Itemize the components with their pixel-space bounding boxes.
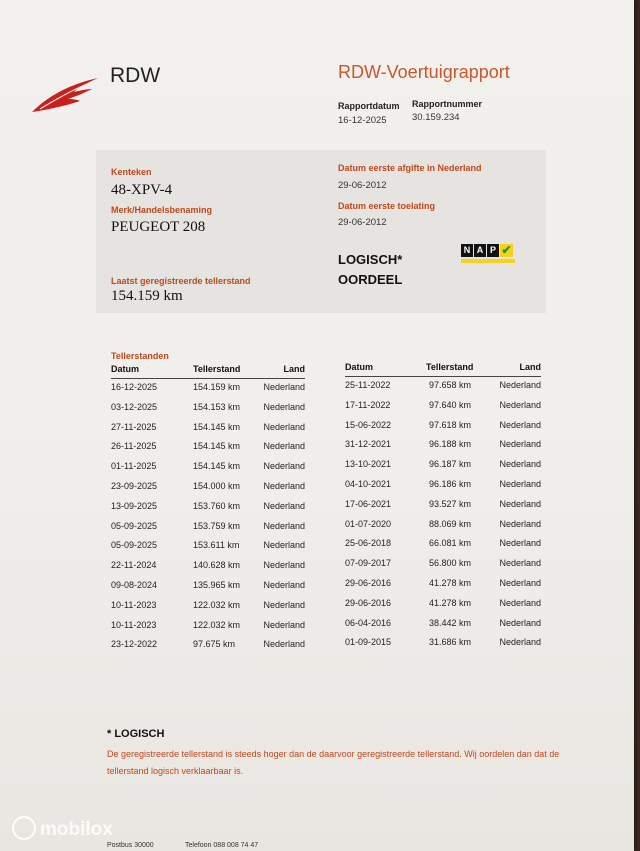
cell-tellerstand: 154.145 km bbox=[193, 421, 241, 432]
table-row bbox=[345, 595, 541, 615]
cell-datum: 09-08-2024 bbox=[111, 579, 158, 590]
cell-datum: 23-09-2025 bbox=[111, 480, 158, 491]
cell-datum: 05-09-2025 bbox=[111, 540, 158, 551]
cell-land: Nederland bbox=[263, 579, 305, 590]
nap-logo bbox=[461, 244, 515, 264]
cell-tellerstand: 154.145 km bbox=[193, 441, 241, 452]
rapportnummer-label: Rapportnummer bbox=[412, 99, 483, 109]
table-row bbox=[345, 535, 541, 555]
table-row bbox=[111, 419, 305, 439]
cell-tellerstand: 154.159 km bbox=[193, 382, 241, 392]
cell-tellerstand: 38.442 km bbox=[429, 617, 472, 628]
cell-land: Nederland bbox=[263, 619, 305, 630]
teller-label: Laatst geregistreerde tellerstand bbox=[111, 276, 251, 286]
cell-tellerstand: 154.145 km bbox=[193, 461, 241, 472]
table-row bbox=[111, 617, 305, 637]
merk-label: Merk/Handelsbenaming bbox=[111, 205, 213, 215]
cell-tellerstand: 97.640 km bbox=[429, 399, 472, 410]
check-icon: ✔ bbox=[501, 243, 512, 257]
tellerstanden-table-left bbox=[111, 364, 305, 656]
table-row bbox=[345, 615, 541, 635]
table-row bbox=[111, 537, 305, 557]
cell-land: Nederland bbox=[263, 401, 305, 412]
cell-land: Nederland bbox=[499, 478, 541, 489]
cell-tellerstand: 93.527 km bbox=[429, 498, 472, 509]
cell-datum: 15-06-2022 bbox=[345, 419, 392, 430]
nap-letter-a: A bbox=[474, 244, 486, 257]
cell-land: Nederland bbox=[263, 480, 305, 491]
cell-land: Nederland bbox=[499, 538, 541, 549]
header-land: Land bbox=[283, 364, 305, 374]
cell-tellerstand: 56.800 km bbox=[429, 558, 472, 569]
table-row bbox=[111, 399, 305, 419]
cell-land: Nederland bbox=[499, 439, 541, 450]
table-row bbox=[345, 476, 541, 496]
header-datum: Datum bbox=[345, 362, 374, 372]
cell-datum: 04-10-2021 bbox=[345, 478, 392, 489]
cell-datum: 01-11-2025 bbox=[111, 461, 157, 472]
cell-datum: 05-09-2025 bbox=[111, 520, 158, 531]
table-row bbox=[345, 575, 541, 595]
oordeel bbox=[338, 250, 402, 290]
cell-tellerstand: 122.032 km bbox=[193, 619, 241, 630]
cell-land: Nederland bbox=[499, 597, 541, 608]
cell-tellerstand: 96.188 km bbox=[429, 439, 472, 450]
cell-datum: 10-11-2023 bbox=[111, 599, 157, 610]
cell-datum: 13-10-2021 bbox=[345, 459, 392, 470]
cell-tellerstand: 154.000 km bbox=[193, 480, 241, 491]
merk-value: PEUGEOT 208 bbox=[111, 219, 206, 235]
toelating-label: Datum eerste toelating bbox=[338, 201, 436, 211]
cell-tellerstand: 135.965 km bbox=[193, 579, 241, 590]
tellerstanden-title: Tellerstanden bbox=[111, 351, 169, 361]
cell-land: Nederland bbox=[263, 500, 305, 511]
rapportnummer-value: 30.159.234 bbox=[412, 112, 460, 123]
telefoon: Telefoon 088 008 74 47 bbox=[185, 842, 259, 849]
table-row bbox=[111, 577, 305, 597]
cell-land: Nederland bbox=[499, 459, 541, 470]
table-row bbox=[111, 498, 305, 518]
cell-tellerstand: 96.186 km bbox=[429, 478, 472, 489]
cell-datum: 07-09-2017 bbox=[345, 558, 392, 569]
cell-land: Nederland bbox=[499, 637, 541, 648]
cell-datum: 10-11-2023 bbox=[111, 619, 157, 630]
cell-datum: 29-06-2016 bbox=[345, 577, 392, 588]
cell-land: Nederland bbox=[263, 382, 305, 392]
cell-tellerstand: 96.187 km bbox=[429, 459, 472, 470]
cell-tellerstand: 41.278 km bbox=[429, 597, 472, 608]
org-name: RDW bbox=[110, 64, 161, 87]
header-land: Land bbox=[519, 362, 541, 372]
postbus: Postbus 30000 bbox=[107, 842, 154, 849]
cell-land: Nederland bbox=[499, 380, 541, 390]
cell-land: Nederland bbox=[263, 639, 305, 650]
cell-land: Nederland bbox=[263, 599, 305, 610]
cell-tellerstand: 140.628 km bbox=[193, 560, 241, 571]
oordeel-line2: OORDEEL bbox=[338, 272, 403, 287]
cell-tellerstand: 66.081 km bbox=[429, 538, 472, 549]
cell-tellerstand: 153.611 km bbox=[193, 540, 240, 551]
mobilox-watermark bbox=[12, 818, 113, 842]
cell-datum: 23-12-2022 bbox=[111, 639, 158, 650]
cell-land: Nederland bbox=[263, 421, 305, 432]
table-row bbox=[345, 417, 541, 437]
cell-tellerstand: 122.032 km bbox=[193, 599, 241, 610]
oordeel-line1: LOGISCH* bbox=[338, 252, 403, 267]
table-row bbox=[111, 458, 305, 478]
cell-tellerstand: 97.618 km bbox=[429, 419, 472, 430]
report-title: RDW-Voertuigrapport bbox=[338, 62, 510, 82]
cell-datum: 25-11-2022 bbox=[345, 380, 391, 390]
table-row bbox=[111, 518, 305, 538]
table-row bbox=[111, 557, 305, 577]
rdw-wing-logo bbox=[30, 76, 100, 114]
cell-land: Nederland bbox=[499, 399, 541, 410]
watermark-text: mobilox bbox=[40, 819, 113, 841]
cell-land: Nederland bbox=[499, 419, 541, 430]
table-header bbox=[345, 362, 541, 377]
table-row bbox=[345, 496, 541, 516]
cell-land: Nederland bbox=[263, 540, 305, 551]
cell-datum: 27-11-2025 bbox=[111, 421, 157, 432]
cell-datum: 01-09-2015 bbox=[345, 637, 392, 648]
footnote-title: * LOGISCH bbox=[107, 728, 165, 740]
cell-land: Nederland bbox=[499, 558, 541, 569]
cell-tellerstand: 97.675 km bbox=[193, 639, 236, 650]
cell-datum: 29-06-2016 bbox=[345, 597, 392, 608]
kenteken-label: Kenteken bbox=[111, 167, 152, 177]
cell-tellerstand: 97.658 km bbox=[429, 380, 472, 390]
cell-datum: 22-11-2024 bbox=[111, 560, 157, 571]
toelating-value: 29-06-2012 bbox=[338, 217, 387, 228]
table-row bbox=[345, 516, 541, 536]
cell-datum: 03-12-2025 bbox=[111, 401, 158, 412]
table-row bbox=[345, 377, 541, 397]
cell-land: Nederland bbox=[263, 441, 305, 452]
teller-value: 154.159 km bbox=[111, 288, 183, 304]
table-row bbox=[111, 379, 305, 399]
header-tellerstand: Tellerstand bbox=[193, 364, 241, 374]
cell-land: Nederland bbox=[263, 461, 305, 472]
cell-datum: 06-04-2016 bbox=[345, 617, 392, 628]
cell-tellerstand: 154.153 km bbox=[193, 401, 241, 412]
table-row bbox=[345, 456, 541, 476]
cell-tellerstand: 41.278 km bbox=[429, 577, 472, 588]
cell-land: Nederland bbox=[499, 518, 541, 529]
tellerstanden-table-right bbox=[345, 362, 541, 654]
table-row bbox=[111, 438, 305, 458]
cell-datum: 16-12-2025 bbox=[111, 382, 158, 392]
cell-datum: 01-07-2020 bbox=[345, 518, 392, 529]
table-row bbox=[345, 555, 541, 575]
cell-datum: 26-11-2025 bbox=[111, 441, 157, 452]
nap-letter-n: N bbox=[461, 244, 473, 257]
cell-land: Nederland bbox=[263, 520, 305, 531]
kenteken-value: 48-XPV-4 bbox=[111, 182, 173, 198]
cell-land: Nederland bbox=[499, 498, 541, 509]
cell-tellerstand: 31.686 km bbox=[429, 637, 472, 648]
cell-tellerstand: 88.069 km bbox=[429, 518, 472, 529]
nap-letter-p: P bbox=[487, 244, 499, 257]
rapportdatum-label: Rapportdatum bbox=[338, 101, 400, 111]
cell-datum: 25-06-2018 bbox=[345, 538, 392, 549]
cell-datum: 17-11-2022 bbox=[345, 399, 391, 410]
cell-land: Nederland bbox=[499, 577, 541, 588]
cell-datum: 13-09-2025 bbox=[111, 500, 158, 511]
header-datum: Datum bbox=[111, 364, 140, 374]
cell-datum: 31-12-2021 bbox=[345, 439, 392, 450]
table-row bbox=[345, 436, 541, 456]
table-row bbox=[111, 597, 305, 617]
footnote-text: De geregistreerde tellerstand is steeds hoger dan de daarvoor geregistreerde tellerstand. Wij oordelen dan dat de tellerstand logisch verklaarbaar is. bbox=[107, 749, 560, 776]
table-row bbox=[111, 636, 305, 656]
cell-land: Nederland bbox=[263, 560, 305, 571]
cell-land: Nederland bbox=[499, 617, 541, 628]
cell-tellerstand: 153.759 km bbox=[193, 520, 241, 531]
table-header bbox=[111, 364, 305, 379]
cell-tellerstand: 153.760 km bbox=[193, 500, 241, 511]
table-row bbox=[345, 397, 541, 417]
table-row bbox=[111, 478, 305, 498]
mobilox-logo-icon bbox=[12, 816, 36, 840]
cell-datum: 17-06-2021 bbox=[345, 498, 392, 509]
afgifte-value: 29-06-2012 bbox=[338, 180, 387, 191]
table-row bbox=[345, 634, 541, 654]
nap-underline bbox=[461, 259, 515, 263]
header-tellerstand: Tellerstand bbox=[426, 362, 474, 372]
rapportdatum-value: 16-12-2025 bbox=[338, 115, 387, 126]
afgifte-label: Datum eerste afgifte in Nederland bbox=[338, 163, 482, 173]
